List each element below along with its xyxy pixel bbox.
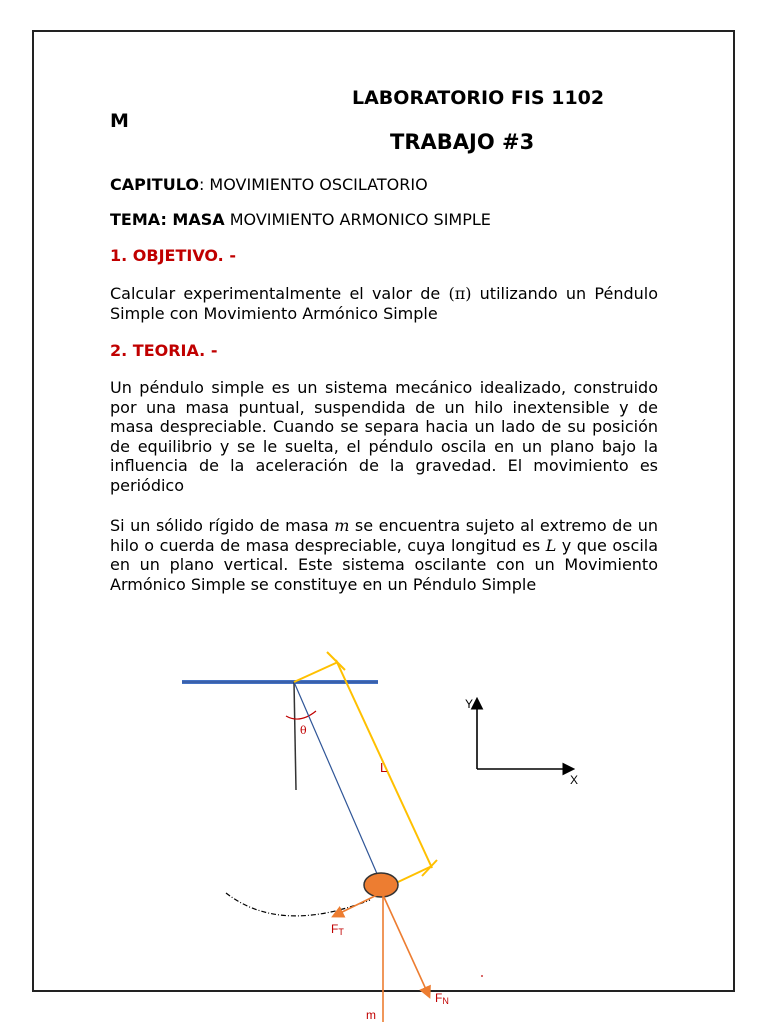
y-axis-label: Y (465, 697, 474, 711)
angle-arc (286, 711, 316, 719)
vertical-reference-line (294, 682, 296, 790)
p2-part3: y que oscila en un plano vertical. Este sistema oscilante con un Movimiento Armónico Simple se constituye en un Péndulo Simple (110, 535, 659, 594)
normal-force-arrow (383, 895, 429, 996)
m-letter: M (110, 110, 129, 132)
ft-label: FT (331, 922, 344, 937)
p2-part2: se encuentra sujeto al extremo de un hilo o cuerda de masa despreciable, cuya longitud es (110, 516, 658, 555)
length-label: L (380, 760, 388, 775)
angle-label: θ (300, 724, 307, 737)
mass-symbol: m (334, 516, 350, 535)
length-tick-bottom (398, 866, 432, 882)
fn-label: FN (435, 991, 449, 1006)
tema-label: TEMA: MASA (110, 210, 225, 229)
p2-part1: Si un sólido rígido de masa (110, 516, 335, 535)
tangential-force-arrow (334, 893, 381, 916)
length-symbol: L (545, 535, 557, 555)
capitulo-label: CAPITULO (110, 175, 199, 194)
objetivo-text-after: utilizando un Péndulo Simple con Movimiento Armónico Simple (110, 284, 658, 323)
capitulo-value: : MOVIMIENTO OSCILATORIO (198, 175, 428, 194)
length-tick-top (294, 662, 338, 682)
pendulum-string (294, 682, 378, 876)
trabajo-title: TRABAJO #3 (390, 130, 535, 154)
objetivo-heading: 1. OBJETIVO. - (110, 246, 236, 265)
lab-title: LABORATORIO FIS 1102 (352, 87, 605, 109)
stray-dot (481, 975, 483, 977)
objetivo-text-before: Calcular experimentalmente el valor de (110, 284, 449, 303)
x-axis-label: X (570, 773, 579, 787)
tema-value: MOVIMIENTO ARMONICO SIMPLE (224, 210, 491, 229)
mass-label: m (366, 1008, 376, 1022)
teoria-heading: 2. TEORIA. - (110, 341, 218, 360)
trajectory-arc (226, 893, 370, 916)
teoria-paragraph-1: Un péndulo simple es un sistema mecánico idealizado, construido por una masa puntual, suspendida de un hilo inextensible y de masa despreciable. Cuando se separa hacia un lado de su posición de equilibrio y se le suelta, el péndulo oscila en un plano bajo la influencia de la aceleración de la gravedad. El movimiento es periódico (110, 378, 658, 495)
pi-symbol: (π) (448, 284, 472, 303)
